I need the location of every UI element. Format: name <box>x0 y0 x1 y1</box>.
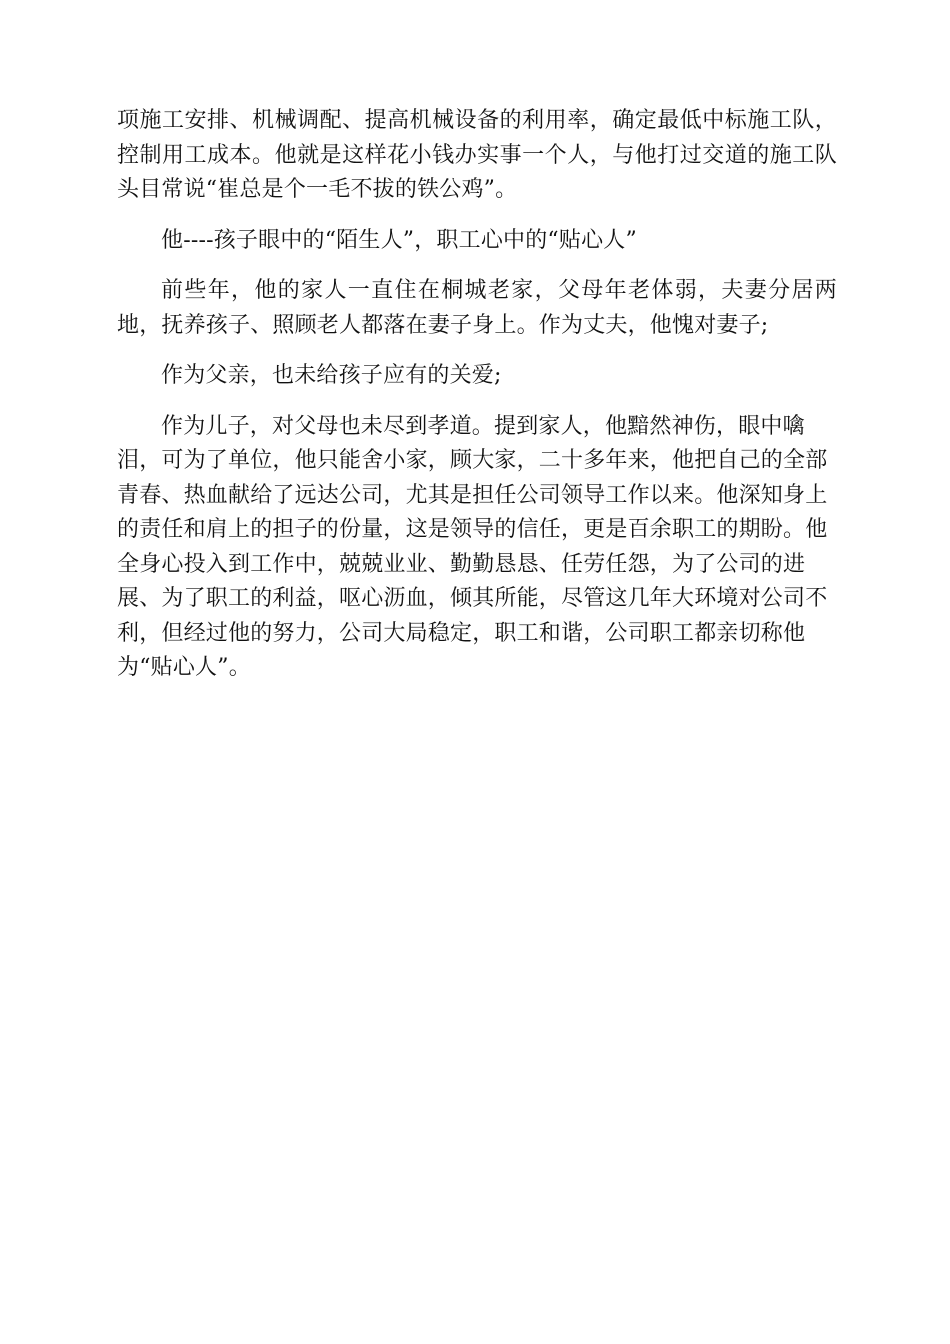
paragraph-father: 作为父亲，也未给孩子应有的关爱; <box>161 363 502 388</box>
paragraph-son-dedication: 作为儿子，对父母也未尽到孝道。提到家人，他黯然神伤，眼中噙泪，可为了单位，他只能舍小家，顾大家，二十多年来，他把自己的全部青春、热血献给了远达公司，尤其是担任公司领导工作以来。他深知身上的责任和肩上的担子的份量，这是领导的信任，更是百余职工的期盼。他全身心投入到工作中，兢兢业业、勤勤恳恳、任劳任怨，为了公司的进展、为了职工的利益，呕心沥血，倾其所能，尽管这几年大环境对公司不利，但经过他的努力，公司大局稳定，职工和谐，公司职工都亲切称他为“贴心人”。 <box>117 413 828 680</box>
paragraph-cost-control: 项施工安排、机械调配、提高机械设备的利用率，确定最低中标施工队，控制用工成本。他就是这样花小钱办实事一个人，与他打过交道的施工队头目常说“崔总是个一毛不拔的铁公鸡”。 <box>117 108 837 202</box>
paragraph-family: 前些年，他的家人一直住在桐城老家，父母年老体弱，夫妻分居两地，抚养孩子、照顾老人都落在妻子身上。作为丈夫，他愧对妻子; <box>117 278 837 338</box>
section-heading: 他----孩子眼中的“陌生人”，职工心中的“贴心人” <box>161 227 637 253</box>
document-body <box>117 104 837 686</box>
